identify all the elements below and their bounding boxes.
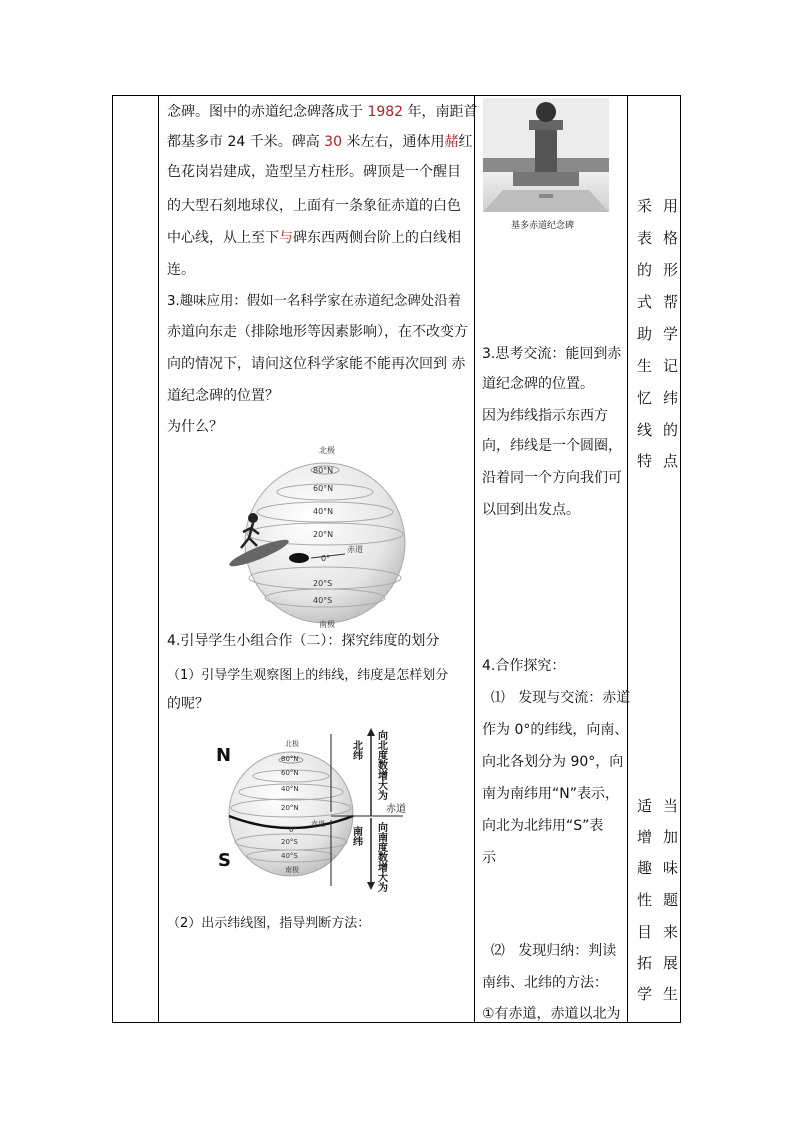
para2-line-1: 3.趣味应用：假如一名科学家在赤道纪念碑处沿着 (167, 294, 461, 309)
coop-line-2: ⑴ 发现与交流：赤道 (482, 690, 631, 706)
text: 都基多市 24 千米。碑高 (167, 134, 325, 150)
north-direction-label: 向北度数增大为 (375, 730, 387, 800)
south-direction-label: 向南度数增大为 (375, 822, 387, 892)
color-highlight: 赭 (444, 134, 459, 150)
equator-label: 赤道 (347, 545, 363, 554)
lat-40s-label: 40°S (281, 852, 298, 860)
think-line-3: 因为纬线指示东西方 (482, 408, 608, 424)
north-pole-label: 北极 (319, 446, 335, 455)
question-2: （2）出示纬线图，指导判断方法： (167, 916, 371, 931)
equator-right-label: 赤道 (386, 804, 406, 815)
equator-label: 赤道 (311, 820, 325, 828)
intent-char: 记 (663, 357, 679, 375)
intent-char: 式 (637, 293, 653, 311)
text: 年，南距首 (403, 104, 478, 120)
intent-char: 趣 (637, 859, 653, 877)
south-pole-label: 南极 (285, 866, 299, 874)
intent-char: 学 (663, 325, 679, 343)
lat-0-label: 0° (321, 554, 331, 563)
intent-char: 助 (637, 325, 653, 343)
para1-line-3 (167, 162, 461, 182)
intent-char: 的 (637, 261, 653, 279)
intent-char: 表 (637, 229, 653, 247)
section-4-heading: 4.引导学生小组合作（二）：探究纬度的划分 (167, 633, 440, 649)
intent-char: 形 (663, 261, 679, 279)
highlight: 与 (279, 230, 293, 246)
text: 碑东西两侧台阶上的白线相 (293, 230, 461, 246)
north-letter: N (216, 745, 232, 766)
equator-marker (289, 553, 309, 563)
text: 的大型石刻地球仪，上面有一条象征赤道的白色 (167, 198, 461, 214)
text: 连。 (167, 262, 195, 278)
year-highlight: 1982 (367, 104, 404, 120)
question-1-line-1: （1）引导学生观察图上的纬线，纬度是怎样划分 (167, 668, 449, 683)
south-latitude-label: 南纬 (350, 826, 362, 846)
intent-char: 忆 (637, 389, 653, 407)
para2-line-3: 向的情况下，请问这位科学家能不能再次回到 赤 (167, 356, 466, 372)
col-divider-1 (158, 96, 159, 1022)
text: 中心线，从上至下 (167, 230, 279, 246)
intent-char: 适 (637, 797, 653, 815)
intent-char: 用 (663, 197, 679, 215)
intent-char: 线 (637, 421, 653, 439)
think-line-5: 沿着同一个方向我们可 (482, 470, 622, 486)
para1-line-2 (167, 132, 472, 152)
summary-line-1: ⑵ 发现归纳：判读 (482, 943, 617, 959)
monument-photo (483, 98, 609, 212)
south-letter: S (218, 850, 231, 871)
col-divider-2 (474, 96, 475, 1022)
north-latitude-label: 北纬 (350, 740, 362, 760)
monument-photo-image (483, 98, 609, 212)
text: 念碑。图中的赤道纪念碑落成于 (167, 104, 368, 120)
think-line-4: 向，纬线是一个圆圈， (482, 438, 622, 454)
text: 色花岗岩建成，造型呈方柱形。碑顶是一个醒目 (167, 164, 461, 180)
intent-char: 性 (637, 891, 653, 909)
coop-line-6: 向北为北纬用“S”表 (482, 818, 604, 834)
intent-char: 当 (663, 797, 679, 815)
intent-char: 目 (637, 923, 653, 941)
intent-char: 点 (663, 452, 679, 470)
intent-char: 加 (663, 828, 679, 846)
intent-char: 题 (663, 891, 679, 909)
north-pole-label: 北极 (285, 740, 299, 748)
text: 红 (458, 134, 473, 150)
coop-line-7: 示 (482, 850, 496, 866)
lat-20n-label: 20°N (313, 530, 334, 539)
latitude-globe-figure-2 (211, 726, 411, 892)
think-line-2: 道纪念碑的位置。 (482, 376, 594, 392)
coop-line-4: 向北各划分为 90°，向 (482, 754, 624, 770)
intent-char: 特 (637, 452, 653, 470)
question-1-line-2: 的呢？ (167, 696, 209, 712)
lat-0-label: 0° (289, 826, 297, 834)
para1-line-5 (167, 228, 461, 248)
intent-char: 帮 (663, 293, 679, 311)
lat-80n-label: 80°N (281, 755, 299, 763)
para1-line-4 (167, 196, 461, 216)
think-line-6: 以回到出发点。 (482, 502, 580, 518)
summary-line-3: ①有赤道，赤道以北为 (482, 1006, 621, 1022)
latitude-globe-figure-1 (227, 446, 417, 628)
intent-char: 的 (663, 421, 679, 439)
lat-40n-label: 40°N (281, 785, 299, 793)
col-divider-3 (627, 96, 628, 1022)
south-arrowhead-icon (367, 882, 375, 890)
think-line-1: 3.思考交流：能回到赤 (482, 346, 622, 362)
intent-char: 生 (637, 357, 653, 375)
coop-line-1: 4.合作探究： (482, 658, 566, 674)
para2-line-2: 赤道向东走（排除地形等因素影响），在不改变方 (167, 324, 468, 340)
intent-char: 味 (663, 859, 679, 877)
height-highlight: 30 (324, 134, 342, 150)
intent-char: 展 (663, 954, 679, 972)
intent-char: 格 (663, 229, 679, 247)
lat-80n-label: 80°N (313, 466, 334, 475)
coop-line-5: 南为南纬用“N”表示， (482, 786, 619, 802)
intent-char: 纬 (663, 389, 679, 407)
para2-line-5: 为什么？ (167, 419, 223, 435)
intent-char: 生 (663, 985, 679, 1003)
lat-20n-label: 20°N (281, 804, 299, 812)
lat-20s-label: 20°S (313, 579, 333, 588)
lat-60n-label: 60°N (313, 484, 334, 493)
intent-char: 来 (663, 923, 679, 941)
lesson-table (112, 95, 681, 1023)
summary-line-2: 南纬、北纬的方法： (482, 975, 608, 991)
lat-60n-label: 60°N (281, 769, 299, 777)
lat-40s-label: 40°S (313, 596, 333, 605)
intent-char: 增 (637, 828, 653, 846)
intent-char: 学 (637, 985, 653, 1003)
para2-line-4: 道纪念碑的位置？ (167, 388, 279, 404)
text: 米左右，通体用 (342, 134, 445, 150)
walker-head (248, 513, 258, 523)
para1-line-6 (167, 260, 195, 280)
lat-40n-label: 40°N (313, 507, 334, 516)
coop-line-3: 作为 0°的纬线，向南、 (482, 722, 629, 738)
north-arrowhead-icon (367, 728, 375, 736)
lat-20s-label: 20°S (281, 838, 298, 846)
intent-char: 拓 (637, 954, 653, 972)
intent-char: 采 (637, 197, 653, 215)
para1-line-1 (167, 102, 478, 122)
photo-caption: 基多赤道纪念碑 (511, 221, 575, 231)
south-pole-label: 南极 (319, 620, 335, 628)
